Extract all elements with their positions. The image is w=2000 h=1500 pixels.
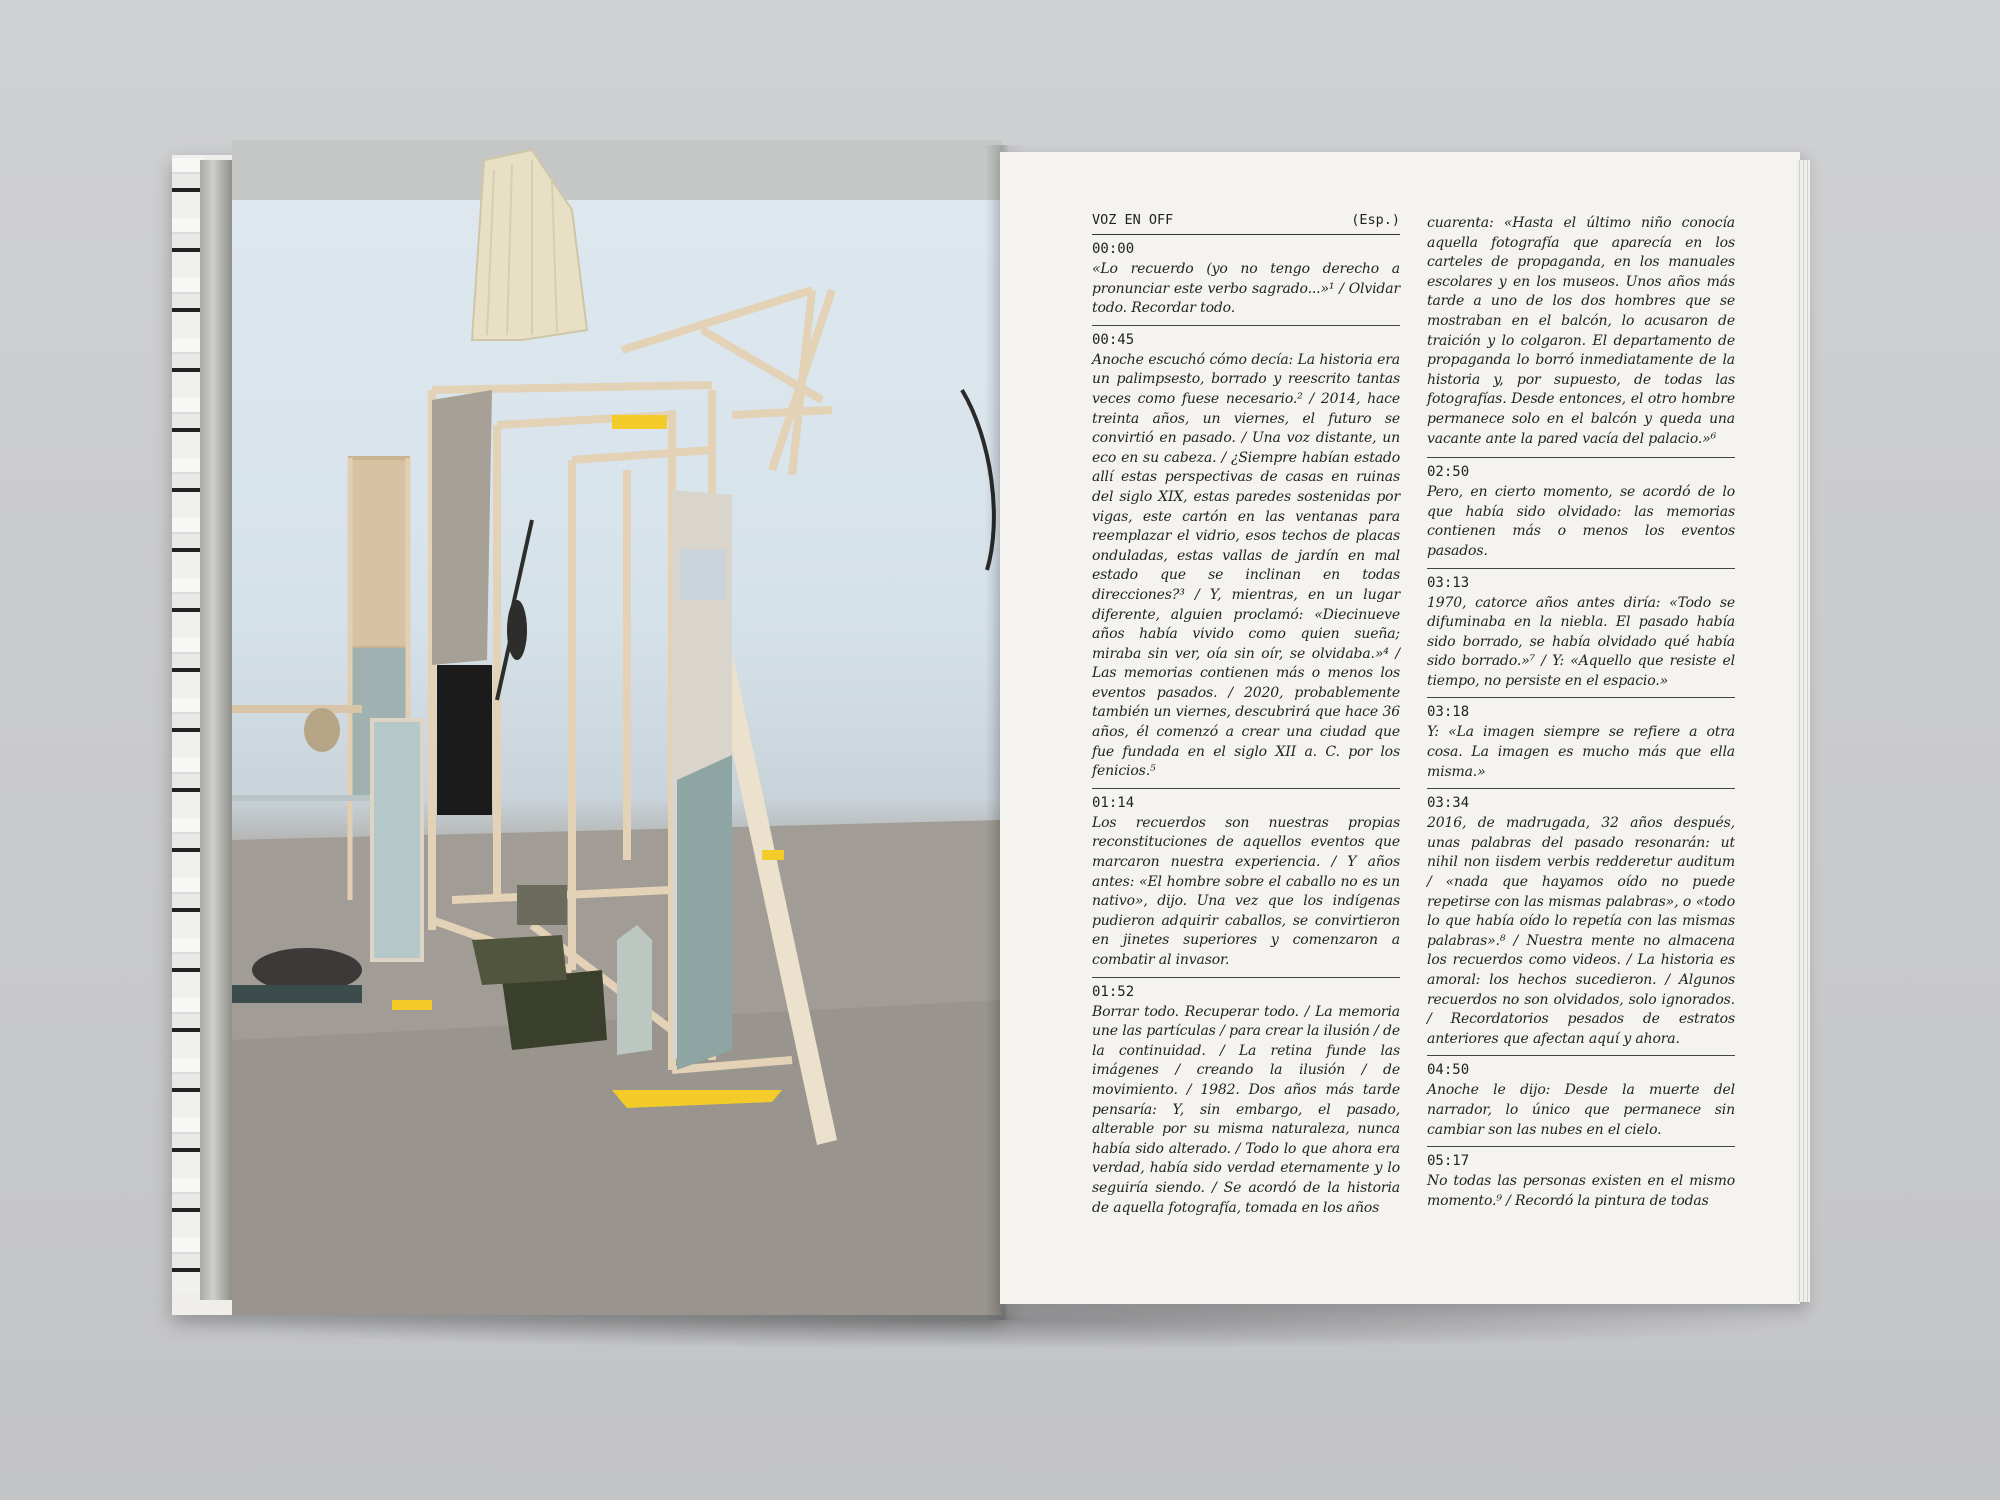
- left-page-edge: [172, 158, 202, 1293]
- entry: [1427, 704, 1735, 789]
- entry: [1427, 575, 1735, 699]
- entry: [1427, 1062, 1735, 1147]
- timecode: 02:50: [1427, 464, 1470, 481]
- timecode: 03:13: [1427, 574, 1470, 591]
- entry: [1092, 332, 1400, 789]
- installation-illustration: [232, 140, 1002, 1315]
- entry-text: cuarenta: «Hasta el último niño conocía aquella fotografía que aparecía en los carteles de propaganda, en los manuales escolares y en los museos. Unos años más tarde a uno de los dos hombres que se mostraban en el balcón, lo acusaron de traición y lo colgaron. El departamento de propaganda lo borró inmediatamente de la historia y, por supuesto, de todas las fotografías. Desde entonces, el otro hombre permanece solo en el balcón y queda una vacante ante la pared vacía del palacio.»⁶: [1427, 215, 1735, 447]
- timecode: 01:14: [1092, 794, 1135, 811]
- text-column-left: [1092, 212, 1400, 1230]
- entry-text: Anoche le dijo: Desde la muerte del narrador, lo único que permanece sin cambiar son las nubes en el cielo.: [1427, 1082, 1735, 1138]
- entry: [1092, 241, 1400, 326]
- header-title: VOZ EN OFF: [1092, 212, 1174, 228]
- entry-text: No todas las personas existen en el mismo momento.⁹ / Recordó la pintura de todas: [1427, 1173, 1735, 1209]
- entry: [1427, 795, 1735, 1056]
- left-page-fold: [200, 160, 232, 1300]
- entry: [1427, 464, 1735, 568]
- entry-text: 2016, de madrugada, 32 años después, unas palabras del pasado resonarán: ut nihil non iisdem verbis redderetur auditum / «nada que hayamos oído no puede repetirse con las mismas palabras», o «todo lo que había oído lo repetía con las mismas palabras».⁸ / Nuestra mente no almacena los recuerdos como videos. / La historia es amoral: los hechos sucedieron. / Algunos recuerdos no son olvidados, solo ignorados. / Recordatorios pesados de estratos anteriores que afectan aquí y ahora.: [1427, 815, 1735, 1047]
- entry-text: Y: «La imagen siempre se refiere a otra cosa. La imagen es mucho más que ella misma.»: [1427, 724, 1735, 780]
- timecode: 05:17: [1427, 1153, 1470, 1170]
- entry-text: «Lo recuerdo (yo no tengo derecho a pronunciar este verbo sagrado...»¹ / Olvidar todo. Recordar todo.: [1092, 261, 1400, 317]
- entry-text: 1970, catorce años antes diría: «Todo se difuminaba en la niebla. El pasado había sido borrado, se había olvidado qué había sido borrado.»⁷ / Y: «Aquello que resiste el tiempo, no persiste en el espacio.»: [1427, 594, 1735, 689]
- header-language: (Esp.): [1351, 212, 1400, 228]
- timecode: 00:00: [1092, 241, 1135, 257]
- page-header: [1092, 212, 1400, 235]
- timecode: 03:34: [1427, 795, 1470, 812]
- continued-entry: [1427, 214, 1735, 458]
- timecode: 03:18: [1427, 704, 1470, 721]
- entry-text: Pero, en cierto momento, se acordó de lo que había sido olvidado: las memorias contienen más o menos los eventos pasados.: [1427, 484, 1735, 559]
- timecode: 01:52: [1092, 983, 1135, 1000]
- entry: [1092, 795, 1400, 978]
- timecode: 00:45: [1092, 331, 1135, 348]
- entry-text: Borrar todo. Recuperar todo. / La memoria une las partículas / para crear la ilusión / de la continuidad. / La retina funde las imágenes / creando la ilusión / de movimiento. / 1982. Dos años más tarde pensaría: Y, sin embargo, el pasado, alterable por su misma naturaleza, nunca había sido alterado. / Todo lo que ahora era verdad, había sido verdad eternamente y lo seguiría siendo. / Se acordó de la historia de aquella fotografía, tomada en los años: [1092, 1003, 1400, 1216]
- entry-text: Los recuerdos son nuestras propias reconstituciones de aquellos eventos que marcaron nuestra experiencia. / Y años antes: «El hombre sobre el caballo no es un nativo», dijo. Una vez que los indígenas pudieron adquirir caballos, se convirtieron en jinetes superiores y comenzaron a combatir al invasor.: [1092, 814, 1400, 968]
- installation-photo: [232, 140, 1002, 1315]
- right-page-edge: [1796, 160, 1810, 1302]
- entry: [1427, 1153, 1735, 1217]
- text-column-right: [1427, 214, 1735, 1223]
- entry: [1092, 984, 1400, 1225]
- timecode: 04:50: [1427, 1062, 1470, 1079]
- entry-text: Anoche escuchó cómo decía: La historia era un palimpsesto, borrado y reescrito tantas veces como fuese necesario.² / 2014, hace treinta años, un viernes, el futuro se convirtió en pasado. / Una voz distante, un eco en su cabeza. / ¿Siempre habían estado allí estas perspectivas de casas en ruinas del siglo XIX, estas paredes sostenidas por vigas, este cartón en las ventanas para reemplazar el vidrio, esos techos de placas onduladas, estas vallas de jardín en mal estado que se inclinan en todas direcciones?³ / Y, mientras, en un lugar diferente, alguien proclamó: «Diecinueve años había vivido como quien sueña; miraba sin ver, oía sin oír, se olvidaba.»⁴ / Las memorias contienen más o menos los eventos pasados. / 2020, probablemente también un viernes, descubrirá que hace 36 años, él comenzó a crear una ciudad que fue fundada en el siglo XII a. C. por los fenicios.⁵: [1092, 351, 1400, 780]
